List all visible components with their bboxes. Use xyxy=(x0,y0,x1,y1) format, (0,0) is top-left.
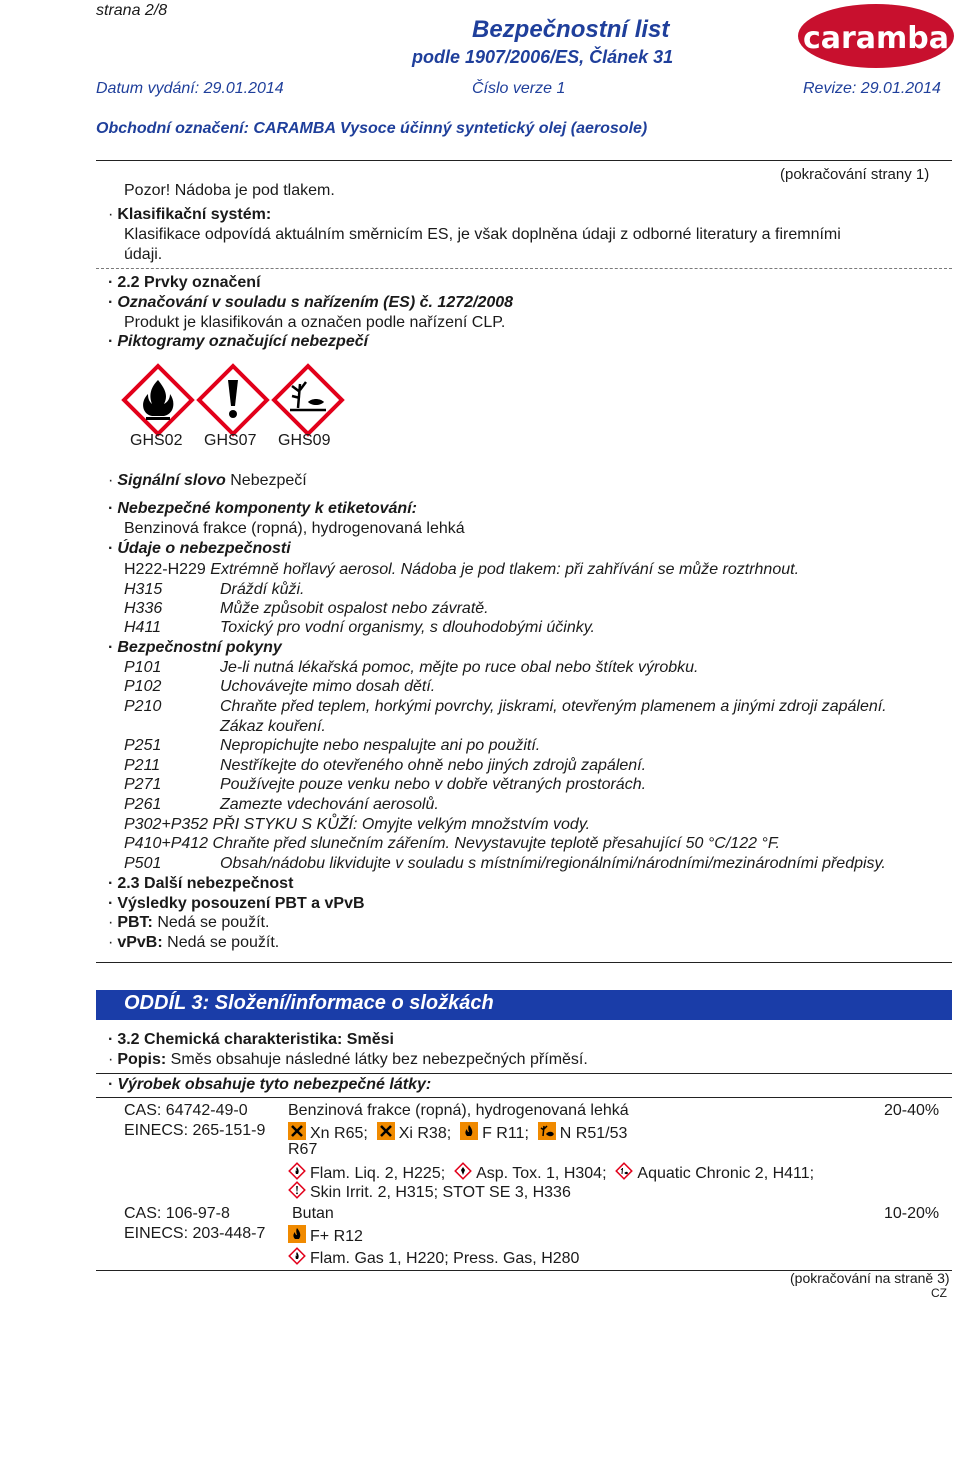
substance-clp-line1: Flam. Gas 1, H220; Press. Gas, H280 xyxy=(288,1247,579,1270)
precaution-statement: P101 Je-li nutná lékařská pomoc, mějte po ruce obal nebo štítek výrobku. xyxy=(124,659,699,676)
components-heading: · Nebezpečné komponenty k etiketování: xyxy=(108,500,417,517)
precaution-statement: P261 Zamezte vdechování aerosolů. xyxy=(124,796,439,813)
continuation-bottom: (pokračování na straně 3) xyxy=(790,1270,950,1286)
other-hazards-heading: · 2.3 Další nebezpečnost xyxy=(108,875,294,892)
components-text: Benzinová frakce (ropná), hydrogenovaná lehká xyxy=(124,520,465,537)
continuation-top: (pokračování strany 1) xyxy=(780,166,930,183)
revision-date: Revize: 29.01.2014 xyxy=(803,80,941,97)
substance-dsd-classes: F+ R12 xyxy=(288,1225,363,1248)
document-subtitle: podle 1907/2006/ES, Článek 31 xyxy=(412,47,674,67)
substance-dsd-extra: R67 xyxy=(288,1141,318,1158)
table-header-divider xyxy=(96,1097,952,1098)
classification-system-heading: · Klasifikační systém: xyxy=(108,206,272,223)
classification-text-line1: Klasifikace odpovídá aktuálním směrnicím ES, je však doplněna údaji z odborné literatury a firemními xyxy=(124,226,841,243)
substance-clp-line1: Flam. Liq. 2, H225; Asp. Tox. 1, H304; Aquatic Chronic 2, H411; xyxy=(288,1162,814,1185)
section-divider xyxy=(96,962,952,963)
extremely-flammable-icon xyxy=(288,1225,306,1248)
ghs09-environment-icon xyxy=(270,362,346,438)
ghs07-exclamation-icon xyxy=(195,362,271,438)
substance-clp-line2: Skin Irrit. 2, H315; STOT SE 3, H336 xyxy=(288,1181,571,1204)
vpvb-line: · vPvB: Nedá se použít. xyxy=(108,934,280,951)
description-line: · Popis: Směs obsahuje následné látky bez nebezpečných příměsí. xyxy=(108,1051,588,1068)
pbt-heading: · Výsledky posouzení PBT a vPvB xyxy=(108,895,365,912)
irritant-cross-icon xyxy=(377,1122,395,1145)
labelling-text: Produkt je klasifikován a označen podle nařízení CLP. xyxy=(124,314,506,331)
section3-title: ODDÍL 3: Složení/informace o složkách xyxy=(124,992,494,1014)
ghs02-label: GHS02 xyxy=(130,432,183,449)
precaution-statement: P210 Chraňte před teplem, horkými povrchy, jiskrami, otevřeným plamenem a jinými zdroji zapálení. xyxy=(124,698,887,715)
substance-einecs: EINECS: 203-448-7 xyxy=(124,1225,266,1242)
precaution-statement: P251 Nepropichujte nebo nespalujte ani po použití. xyxy=(124,737,541,754)
version-number: Číslo verze 1 xyxy=(472,80,566,97)
hazard-statement: H411 Toxický pro vodní organismy, s dlouhodobými účinky. xyxy=(124,619,595,636)
precaution-statement: P102 Uchovávejte mimo dosah dětí. xyxy=(124,678,436,695)
signal-word: · Signální slovo Nebezpečí xyxy=(108,472,307,489)
substance-range: 10-20% xyxy=(884,1205,940,1222)
precaution-statement: P211 Nestříkejte do otevřeného ohně nebo jiných zdrojů zapálení. xyxy=(124,757,647,774)
substance-range: 20-40% xyxy=(884,1102,940,1119)
precaution-statement: P410+P412 Chraňte před slunečním zářením. Nevystavujte teplotě přesahující 50 °C/122 °F. xyxy=(124,835,780,852)
document-title: Bezpečnostní list xyxy=(472,16,670,43)
substance-cas: CAS: 64742-49-0 xyxy=(124,1102,248,1119)
dangerous-substances-heading: · Výrobek obsahuje tyto nebezpečné látky: xyxy=(108,1076,432,1093)
page-number: strana 2/8 xyxy=(96,2,168,19)
substance-einecs: EINECS: 265-151-9 xyxy=(124,1122,266,1139)
hazard-statement: H336 Může způsobit ospalost nebo závratě. xyxy=(124,600,489,617)
ghs02-flame-icon xyxy=(120,362,196,438)
trade-name: Obchodní označení: CARAMBA Vysoce účinný syntetický olej (aerosole) xyxy=(96,120,648,137)
svg-text:caramba: caramba xyxy=(802,21,950,56)
substance-name: Butan xyxy=(292,1205,334,1222)
flammable-icon xyxy=(460,1122,478,1145)
substance-name: Benzinová frakce (ropná), hydrogenovaná lehká xyxy=(288,1102,629,1119)
labelling-heading: · Označování v souladu s nařízením (ES) č. 1272/2008 xyxy=(108,294,514,311)
caramba-logo xyxy=(796,2,956,70)
divider-dashed xyxy=(96,268,952,269)
header-divider xyxy=(96,160,952,161)
precaution-heading: · Bezpečnostní pokyny xyxy=(108,639,282,656)
environment-diamond-icon xyxy=(615,1162,633,1185)
flame-diamond-icon xyxy=(288,1247,306,1270)
hazard-heading: · Údaje o nebezpečnosti xyxy=(108,540,291,557)
precaution-statement: P302+P352 PŘI STYKU S KŮŽÍ: Omyjte velkým množstvím vody. xyxy=(124,816,591,833)
ghs09-label: GHS09 xyxy=(278,432,331,449)
pbt-line: · PBT: Nedá se použít. xyxy=(108,914,270,931)
hazard-statement: H222-H229 Extrémně hořlavý aerosol. Nádoba je pod tlakem: při zahřívání se může roztrhnout. xyxy=(124,561,800,578)
table-top-divider xyxy=(96,1073,952,1074)
chem-characteristic: · 3.2 Chemická charakteristika: Směsi xyxy=(108,1031,394,1048)
pictograms-heading: · Piktogramy označující nebezpečí xyxy=(108,333,369,350)
exclamation-diamond-icon xyxy=(288,1181,306,1204)
language-code: CZ xyxy=(931,1286,947,1300)
pressure-note: Pozor! Nádoba je pod tlakem. xyxy=(124,182,335,199)
substance-dsd-classes: Xn R65; Xi R38; F R11; N R51/53 xyxy=(288,1122,627,1145)
issue-date: Datum vydání: 29.01.2014 xyxy=(96,80,284,97)
precaution-statement: P501 Obsah/nádobu likvidujte v souladu s místními/regionálními/národními/mezinárodními předpisy. xyxy=(124,855,886,872)
precaution-statement: Zákaz kouření. xyxy=(220,718,326,735)
substance-cas: CAS: 106-97-8 xyxy=(124,1205,230,1222)
precaution-statement: P271 Používejte pouze venku nebo v dobře větraných prostorách. xyxy=(124,776,647,793)
elements-heading: · 2.2 Prvky označení xyxy=(108,274,261,291)
ghs07-label: GHS07 xyxy=(204,432,257,449)
classification-text-line2: údaji. xyxy=(124,246,163,263)
environment-icon xyxy=(538,1122,556,1145)
hazard-statement: H315 Dráždí kůži. xyxy=(124,581,305,598)
